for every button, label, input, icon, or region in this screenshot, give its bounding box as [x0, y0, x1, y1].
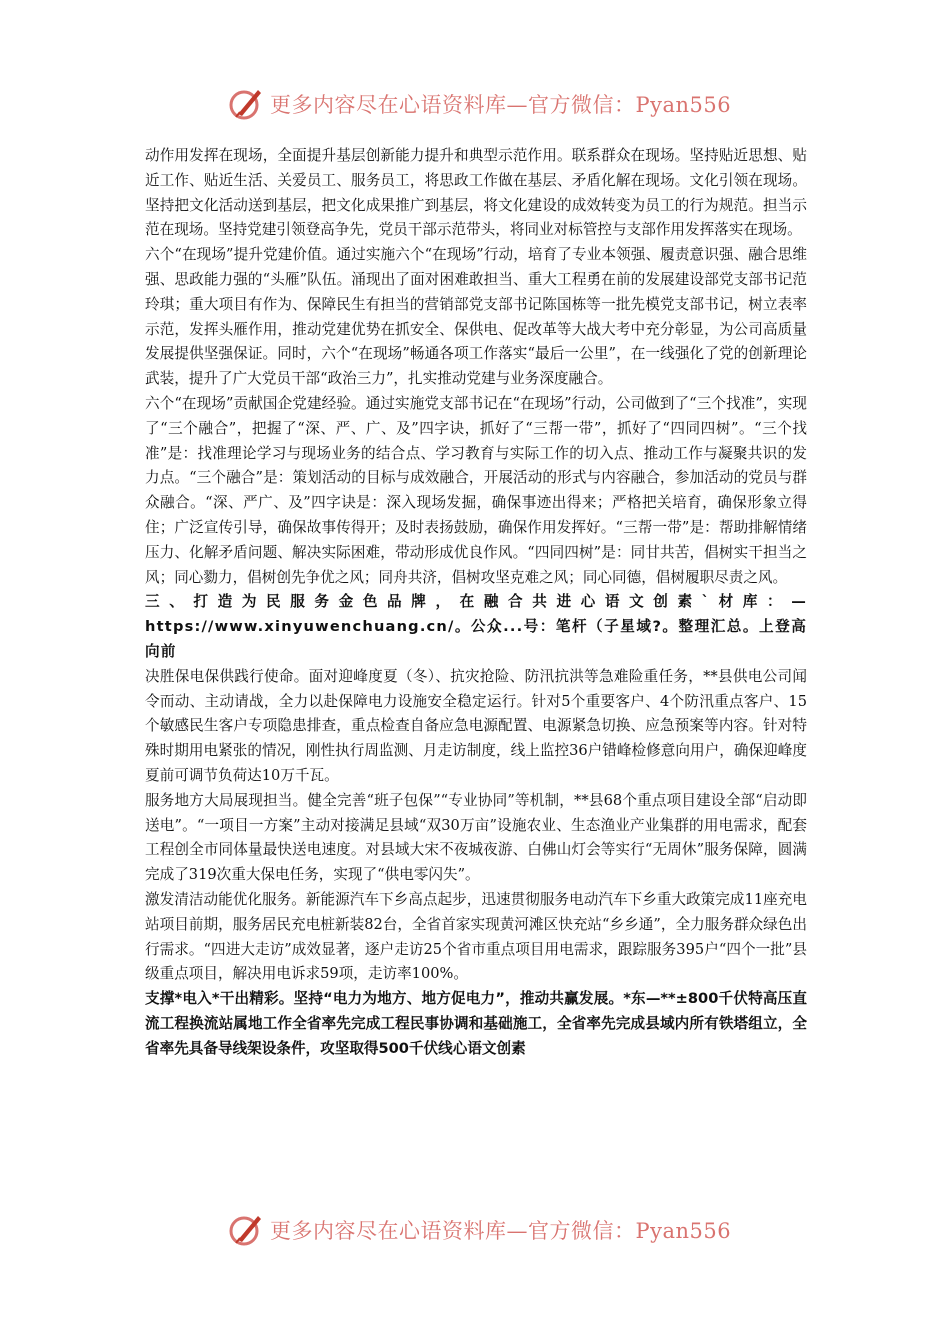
header-banner	[228, 84, 748, 124]
paragraph: 激发清洁动能优化服务。新能源汽车下乡高点起步，迅速贯彻服务电动汽车下乡重大政策完成11座充电站项目前期，服务居民充电桩新装82台，全省首家实现黄河滩区快充站“乡乡通”，全力服务群众绿色出行需求。“四进大走访”成效显著，逐户走访25个省市重点项目用电需求，跟踪服务395户“四个一批”县级重点项目，解决用电诉求59项，走访率100%。	[145, 890, 807, 983]
paragraph: 六个“在现场”提升党建价值。通过实施六个“在现场”行动，培育了专业本领强、履责意识强、融合思维强、思政能力强的“头雁”队伍。涌现出了面对困难敢担当、重大工程勇在前的发展建设部党支部书记范玲琪；重大项目有作为、保障民生有担当的营销部党支部书记陈国栋等一批先模党支部书记，树立表率示范，发挥头雁作用，推动党建优势在抓安全、保供电、促改革等大战大考中充分彰显，为公司高质量发展提供坚强保证。同时，六个“在现场”畅通各项工作落实“最后一公里”，在一线强化了党的创新理论武装，提升了广大党员干部“政治三力”，扎实推动党建与业务深度融合。	[145, 246, 807, 388]
banner-text: 更多内容尽在心语资料库—官方微信：Pyan556	[270, 1219, 732, 1243]
paragraph: 六个“在现场”贡献国企党建经验。通过实施党支部书记在“在现场”行动，公司做到了“三个找准”，实现了“三个融合”，把握了“深、严、广、及”四字诀，抓好了“三帮一带”，抓好了“四同四树”。“三个找准”是：找准理论学习与现场业务的结合点、学习教育与实际工作的切入点、推动工作与凝聚共识的发力点。“三个融合”是：策划活动的目标与成效融合，开展活动的形式与内容融合，参加活动的党员与群众融合。“深、严广、及”四字诀是：深入现场发掘，确保事迹出得来；严格把关培育，确保形象立得住；广泛宣传引导，确保故事传得开；及时表扬鼓励，确保作用发挥好。“三帮一带”是：帮助排解情绪压力、化解矛盾问题、解决实际困难，带动形成优良作风。“四同四树”是：同甘共苦，倡树实干担当之风；同心勠力，倡树创先争优之风；同舟共济，倡树攻坚克难之风；同心同德，倡树履职尽责之风。	[145, 394, 807, 586]
paragraph-final: 支撑*电入*干出精彩。坚持“电力为地方、地方促电力”，推动共赢发展。*东—**±800千伏特高压直流工程换流站属地工作全省率先完成工程民事协调和基础施工，全省率先完成县域内所有铁塔组立，全省率先具备导线架设条件，攻坚取得500千伏线心语文创素	[145, 990, 807, 1057]
paragraph: 动作用发挥在现场，全面提升基层创新能力提升和典型示范作用。联系群众在现场。坚持贴近思想、贴近工作、贴近生活、关爱员工、服务员工，将思政工作做在基层、矛盾化解在现场。文化引领在现场。坚持把文化活动送到基层，把文化成果推广到基层，将文化建设的成效转变为员工的行为规范。担当示范在现场。坚持党建引领登高争先，党员干部示范带头，将同业对标管控与支部作用发挥落实在现场。	[145, 147, 807, 239]
paragraph: 决胜保电保供践行使命。面对迎峰度夏（冬）、抗灾抢险、防汛抗洪等急难险重任务，**县供电公司闻令而动、主动请战，全力以赴保障电力设施安全稳定运行。针对5个重要客户、4个防汛重点客户、15个敏感民生客户专项隐患排查，重点检查自备应急电源配置、电源紧急切换、应急预案等内容。针对特殊时期用电紧张的情况，刚性执行周监测、月走访制度，线上监控36户错峰检修意向用户，确保迎峰度夏前可调节负荷达10万千瓦。	[145, 667, 807, 784]
footer-banner	[228, 1210, 748, 1250]
document-body	[145, 144, 807, 1061]
section-heading: 三、打造为民服务金色品牌，在融合共进心语文创素`材库：—https://www.xinyuwenchuang.cn/。公众...号：笔杆（子星域?。整理汇总。上登高向前	[145, 593, 807, 660]
banner-text: 更多内容尽在心语资料库—官方微信：Pyan556	[270, 93, 732, 117]
paragraph: 服务地方大局展现担当。健全完善“班子包保”“专业协同”等机制，**县68个重点项目建设全部“启动即送电”。“一项目一方案”主动对接满足县域“双30万亩”设施农业、生态渔业产业集群的用电需求，配套工程创全市同体量最快送电速度。对县域大宋不夜城夜游、白佛山灯会等实行“无周休”服务保障，圆满完成了319次重大保电任务，实现了“供电零闪失”。	[145, 791, 807, 884]
quill-circle-logo-icon	[228, 86, 264, 122]
quill-circle-logo-icon	[228, 1212, 264, 1248]
